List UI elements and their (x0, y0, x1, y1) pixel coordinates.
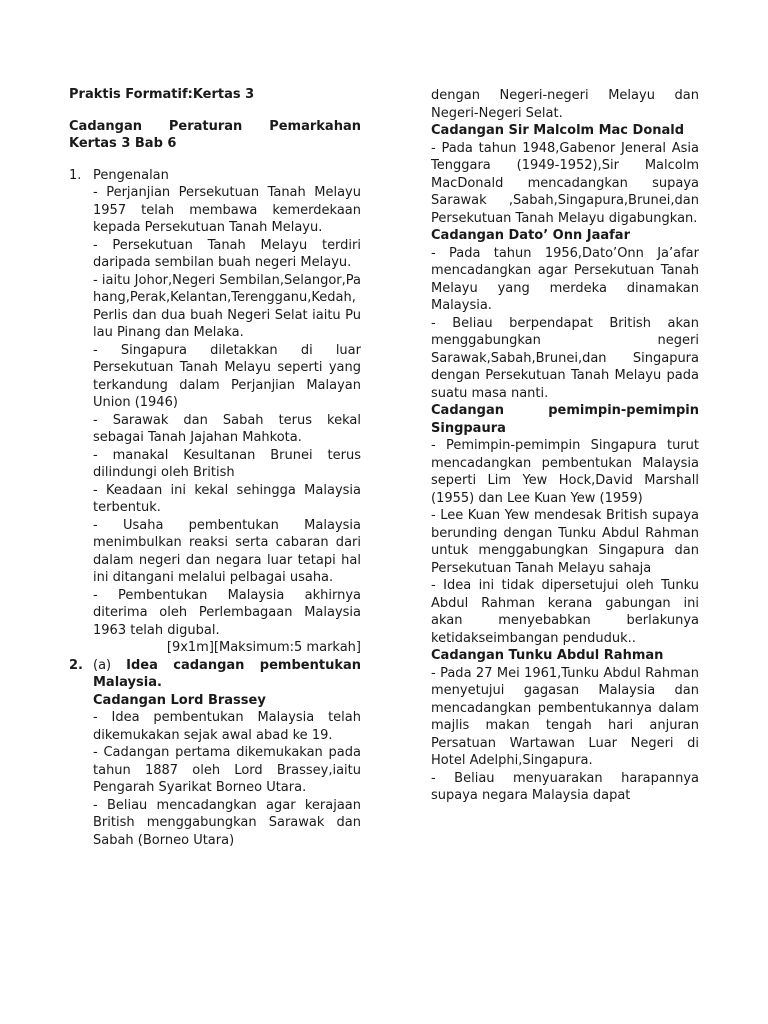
left-column (69, 86, 361, 849)
point: - Pembentukan Malaysia akhirnya diterima oleh Perlembagaan Malaysia 1963 telah digubal. (93, 587, 361, 638)
item-prefix: (a) (93, 657, 127, 673)
point: - Idea ini tidak dipersetujui oleh Tunku Abdul Rahman kerana gabungan ini akan menyebabkan berlakunya ketidakseimbangan penduduk.. (431, 578, 699, 646)
item-heading: Pengenalan (93, 167, 169, 183)
point: - Pada 27 Mei 1961,Tunku Abdul Rahman menyetujui gagasan Malaysia dan mencadangkan pembentukannya dalam majlis makan tengah hari anjuran Persatuan Wartawan Luar Negeri di Hotel Adelphi,Singapura. (431, 665, 699, 768)
page-subtitle: Cadangan Peraturan Pemarkahan Kertas 3 Bab 6 (69, 118, 361, 151)
section-heading: Cadangan Dato’ Onn Jaafar (431, 228, 630, 243)
point: - Pada tahun 1956,Dato’Onn Ja’afar mencadangkan agar Persekutuan Tanah Melayu yang merdeka dinamakan Malaysia. (431, 245, 699, 313)
point: - Singapura diletakkan di luar Persekutuan Tanah Melayu seperti yang terkandung dalam Perjanjian Malayan Union (1946) (93, 342, 361, 410)
point: - Pada tahun 1948,Gabenor Jeneral Asia Tenggara (1949-1952),Sir Malcolm MacDonald mencadangkan supaya Sarawak ,Sabah,Singapura,Brunei,dan Persekutuan Tanah Melayu digabungkan. (431, 140, 699, 226)
point: - Pemimpin-pemimpin Singapura turut mencadangkan pembentukan Malaysia seperti Lim Yew Hock,David Marshall (1955) dan Lee Kuan Yew (1959) (431, 438, 699, 506)
point: - Idea pembentukan Malaysia telah dikemukakan sejak awal abad ke 19. (93, 710, 361, 743)
continuation-text: dengan Negeri-negeri Melayu dan Negeri-Negeri Selat. (431, 88, 699, 121)
section-heading: Cadangan Sir Malcolm Mac Donald (431, 123, 685, 138)
item-number: 2. (69, 657, 83, 673)
section-heading: Cadangan Tunku Abdul Rahman (431, 648, 664, 663)
point: - Beliau berpendapat British akan menggabungkan negeri Sarawak,Sabah,Brunei,dan Singapura dengan Persekutuan Tanah Melayu pada suatu masa nanti. (431, 315, 699, 401)
sub-heading: Cadangan Lord Brassey (93, 692, 266, 708)
point: - Beliau mencadangkan agar kerajaan British menggabungkan Sarawak dan Sabah (Borneo Utara) (93, 797, 361, 848)
right-column (431, 87, 699, 805)
section-heading: Cadangan pemimpin-pemimpin Singpaura (431, 403, 699, 436)
mark-allocation: [9x1m][Maksimum:5 markah] (166, 640, 361, 655)
point: - Perjanjian Persekutuan Tanah Melayu 1957 telah membawa kemerdekaan kepada Persekutuan Tanah Melayu. (93, 185, 361, 235)
point: - Sarawak dan Sabah terus kekal sebagai Tanah Jajahan Mahkota. (93, 412, 361, 445)
list-item-1 (69, 167, 361, 657)
point: - Cadangan pertama dikemukakan pada tahun 1887 oleh Lord Brassey,iaitu Pengarah Syarikat Borneo Utara. (93, 745, 361, 795)
page-title: Praktis Formatif:Kertas 3 (69, 87, 255, 102)
item-heading: Idea cadangan pembentukan Malaysia. (93, 657, 361, 690)
point: - Lee Kuan Yew mendesak British supaya berunding dengan Tunku Abdul Rahman untuk menggabungkan Singapura dan Persekutuan Tanah Melayu sahaja (431, 508, 699, 576)
list-item-2 (69, 657, 361, 850)
point: - Keadaan ini kekal sehingga Malaysia terbentuk. (93, 482, 361, 515)
point: - Usaha pembentukan Malaysia menimbulkan reaksi serta cabaran dari dalam negeri dan negara luar tetapi hal ini ditangani melalui pelbagai usaha. (93, 517, 361, 585)
point: - manakal Kesultanan Brunei terus dilindungi oleh British (93, 447, 361, 480)
point: - Persekutuan Tanah Melayu terdiri daripada sembilan buah negeri Melayu. (93, 237, 361, 270)
point: - iaitu Johor,Negeri Sembilan,Selangor,Pahang,Perak,Kelantan,Terengganu,Kedah,Perlis dan dua buah Negeri Selat iaitu Pulau Pinang dan Melaka. (93, 272, 361, 340)
item-heading-line (93, 657, 361, 692)
item-number: 1. (69, 167, 82, 183)
point: - Beliau menyuarakan harapannya supaya negara Malaysia dapat (431, 770, 699, 803)
